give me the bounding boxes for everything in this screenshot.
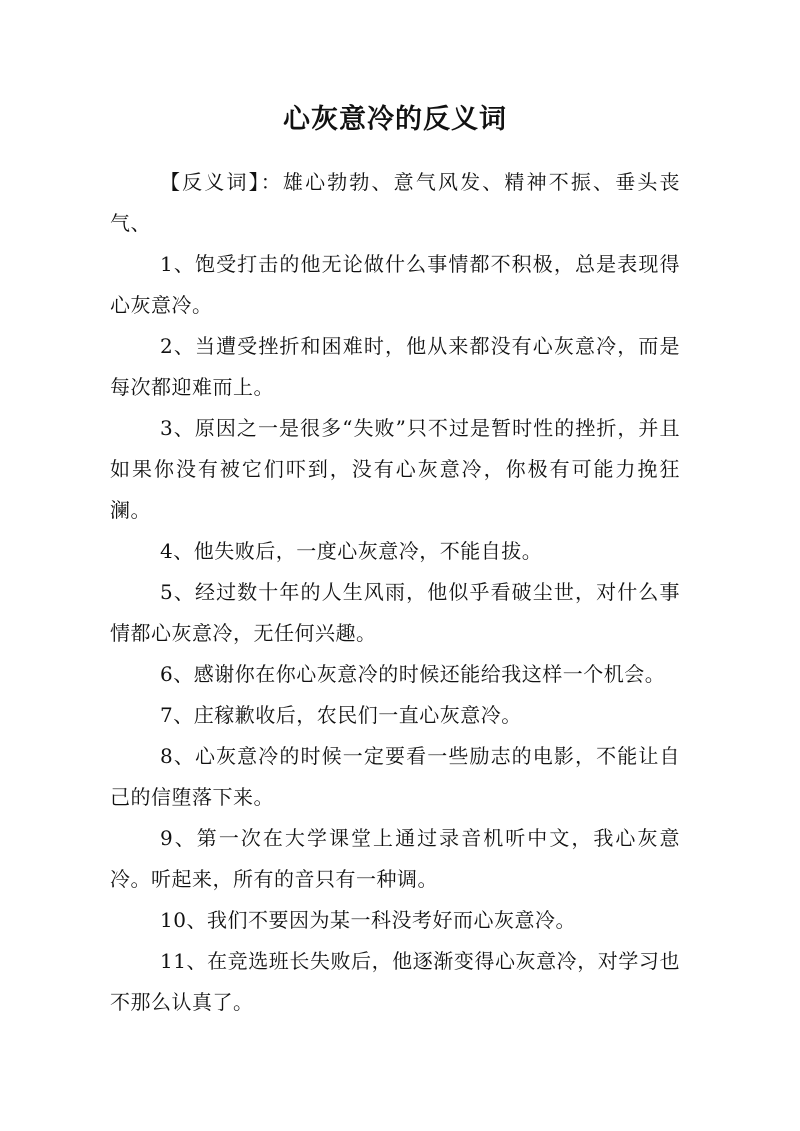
example-sentence-11: 11、在竞选班长失败后，他逐渐变得心灰意冷，对学习也不那么认真了。 — [110, 949, 680, 1014]
example-sentence-3: 3、原因之一是很多“失败”只不过是暂时性的挫折，并且如果你没有被它们吓到，没有心灰意冷，你极有可能力挽狂澜。 — [110, 416, 680, 522]
example-sentence-9: 9、第一次在大学课堂上通过录音机听中文，我心灰意冷。听起来，所有的音只有一种调。 — [110, 826, 680, 891]
example-sentence-4: 4、他失败后，一度心灰意冷，不能自拔。 — [160, 539, 543, 563]
example-sentence-5: 5、经过数十年的人生风雨，他似乎看破尘世，对什么事情都心灰意冷，无任何兴趣。 — [110, 580, 680, 645]
example-sentence-6: 6、感谢你在你心灰意冷的时候还能给我这样一个机会。 — [160, 662, 666, 686]
example-sentence-8: 8、心灰意冷的时候一定要看一些励志的电影，不能让自己的信堕落下来。 — [110, 744, 680, 809]
example-sentence-2: 2、当遭受挫折和困难时，他从来都没有心灰意冷，而是每次都迎难而上。 — [110, 334, 680, 399]
example-sentence-10: 10、我们不要因为某一科没考好而心灰意冷。 — [160, 908, 576, 932]
document-title: 心灰意冷的反义词 — [283, 104, 507, 135]
antonyms-paragraph: 【反义词】：雄心勃勃、意气风发、精神不振、垂头丧气、 — [110, 170, 680, 235]
example-sentence-7: 7、庄稼歉收后，农民们一直心灰意冷。 — [160, 703, 522, 727]
example-sentence-1: 1、饱受打击的他无论做什么事情都不积极，总是表现得心灰意冷。 — [110, 252, 680, 317]
